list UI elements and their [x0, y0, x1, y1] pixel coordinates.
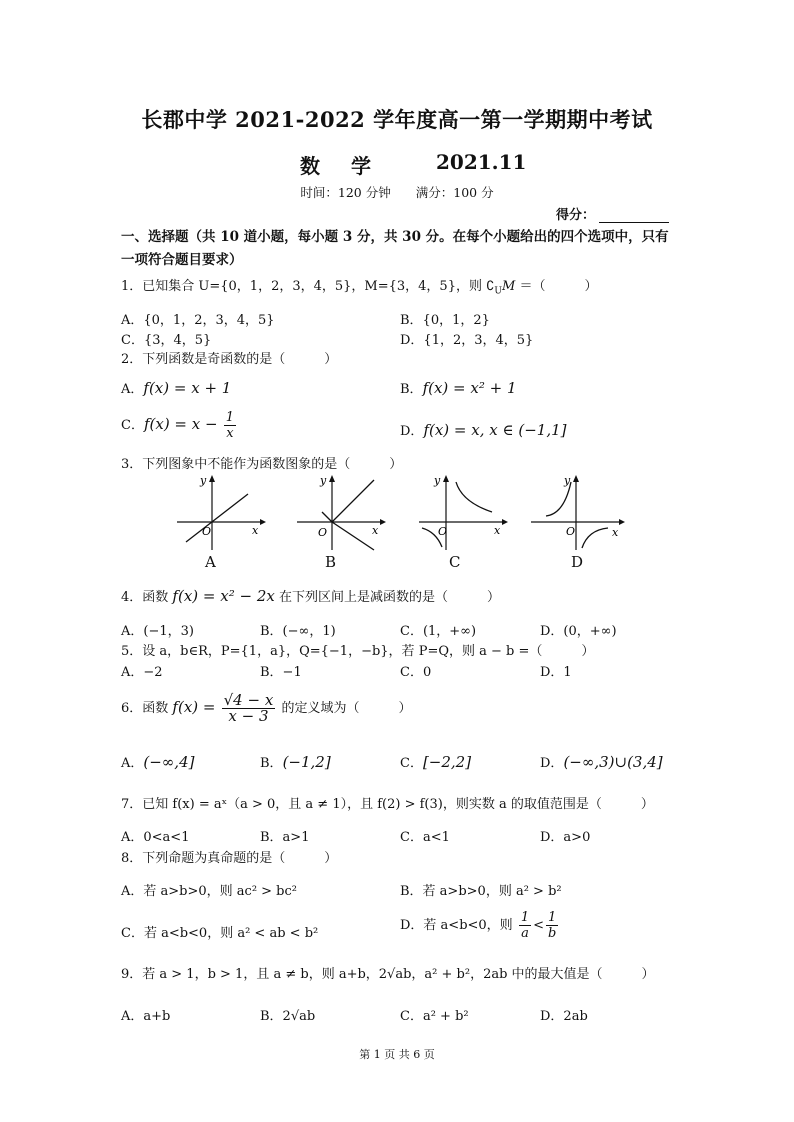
fraction-one-over-b: [546, 910, 558, 941]
complement-symbol: ∁: [486, 279, 495, 294]
q6-option-b-expr: (−1,2]: [282, 753, 331, 771]
less-than-symbol: <: [533, 918, 545, 933]
q6-option-b-label: B．: [260, 756, 283, 771]
q2-option-b-expr: f(x) = x² + 1: [422, 379, 517, 397]
graph-a-label: A: [205, 553, 216, 571]
question-6-stem-a: 6．函数: [121, 701, 169, 716]
q2-option-a-expr: f(x) = x + 1: [143, 379, 232, 397]
q9-option-b[interactable]: B．2√ab: [260, 1009, 316, 1024]
axis-x-label: x: [252, 524, 259, 537]
q2-option-c-fraction: [224, 410, 236, 441]
q7-option-d[interactable]: D．a>0: [540, 830, 591, 845]
axis-x-label: x: [494, 524, 501, 537]
fraction-numerator: 1: [548, 910, 557, 925]
q6-option-b[interactable]: [260, 752, 331, 771]
question-3-stem: 3．下列图象中不能作为函数图象的是（ ）: [121, 457, 403, 472]
q4-option-b[interactable]: B．(−∞，1): [260, 624, 336, 639]
fraction-numerator: 1: [225, 410, 234, 425]
score-field: [556, 204, 669, 223]
q2-option-c[interactable]: [121, 410, 238, 441]
question-7-stem: 7．已知 f(x) = aˣ（a > 0，且 a ≠ 1），且 f(2) > f(3)，则实数 a 的取值范围是（ ）: [121, 797, 654, 812]
complement-subscript: U: [494, 286, 502, 297]
origin-label: O: [438, 525, 448, 538]
graph-c-label: C: [449, 553, 461, 571]
q5-option-a[interactable]: A．−2: [121, 665, 163, 680]
exam-date: 2021.11: [436, 150, 527, 174]
origin-label: O: [318, 526, 328, 539]
q8-option-d-text: D．若 a<b<0，则: [400, 918, 513, 933]
axis-y-label: y: [320, 474, 327, 487]
graph-b[interactable]: [292, 472, 387, 552]
q6-option-c[interactable]: [400, 752, 471, 771]
q6-option-d-expr: (−∞,3)∪(3,4]: [563, 753, 663, 771]
question-6-stem-b: 的定义域为（ ）: [281, 701, 412, 716]
q9-option-a[interactable]: A．a+b: [121, 1009, 171, 1024]
fraction-numerator: 1: [520, 910, 530, 925]
q2-option-a-label: A．: [121, 382, 144, 397]
q7-option-b[interactable]: B．a>1: [260, 830, 310, 845]
axis-y-label: y: [434, 474, 441, 487]
question-9-stem: 9．若 a > 1，b > 1，且 a ≠ b，则 a+b，2√ab，a² + b²，2ab 中的最大值是（ ）: [121, 967, 655, 982]
question-4-stem-a: 4．函数: [121, 590, 169, 605]
q8-option-d[interactable]: [400, 910, 560, 941]
question-4: [121, 586, 500, 605]
question-6-fraction: [222, 693, 276, 724]
q2-option-a[interactable]: [121, 378, 231, 397]
q5-option-c[interactable]: C．0: [400, 665, 432, 680]
question-2-stem: 2．下列函数是奇函数的是（ ）: [121, 352, 338, 367]
origin-label: O: [566, 525, 576, 538]
q4-option-c[interactable]: C．(1，+∞): [400, 624, 477, 639]
q5-option-b[interactable]: B．−1: [260, 665, 302, 680]
axis-y-label: y: [564, 474, 571, 487]
q2-option-c-label: C．: [121, 418, 144, 433]
question-4-expr: f(x) = x² − 2x: [172, 587, 275, 605]
q8-option-b[interactable]: B．若 a>b>0，则 a² > b²: [400, 884, 562, 899]
q2-option-d-label: D．: [400, 424, 424, 439]
fraction-denominator: a: [521, 926, 529, 941]
fraction-denominator: b: [547, 926, 557, 941]
q9-option-d[interactable]: D．2ab: [540, 1009, 588, 1024]
q6-option-c-label: C．: [400, 756, 423, 771]
fraction-denominator: x − 3: [228, 707, 269, 725]
q6-option-a-expr: (−∞,4]: [143, 753, 195, 771]
q6-option-d[interactable]: [540, 752, 663, 771]
score-blank[interactable]: [599, 209, 669, 223]
fraction-one-over-a: [519, 910, 531, 941]
fraction-numerator: √4 − x: [223, 691, 274, 709]
graph-d-label: D: [571, 553, 584, 571]
q1-option-c[interactable]: C．{3，4，5}: [121, 333, 212, 348]
q4-option-a[interactable]: A．(−1，3): [121, 624, 194, 639]
q1-option-a[interactable]: A．{0，1，2，3，4，5}: [121, 313, 275, 328]
question-6-f: f(x) =: [172, 698, 216, 716]
q6-option-a[interactable]: [121, 752, 194, 771]
fraction-denominator: x: [226, 426, 234, 441]
q2-option-d[interactable]: [400, 420, 566, 439]
q2-option-b-label: B．: [400, 382, 423, 397]
q7-option-a[interactable]: A．0<a<1: [121, 830, 190, 845]
exam-title: 长郡中学 2021-2022 学年度高一第一学期期中考试: [141, 107, 653, 132]
question-1: [121, 275, 597, 297]
question-1-stem: 1．已知集合 U={0，1，2，3，4，5}，M={3，4，5}，则: [121, 279, 482, 294]
q2-option-b[interactable]: [400, 378, 517, 397]
q4-option-d[interactable]: D．(0，+∞): [540, 624, 617, 639]
q6-option-d-label: D．: [540, 756, 564, 771]
q7-option-c[interactable]: C．a<1: [400, 830, 450, 845]
set-m: M: [502, 279, 516, 294]
origin-label: O: [202, 525, 212, 538]
question-8-stem: 8．下列命题为真命题的是（ ）: [121, 851, 338, 866]
score-label: 得分：: [556, 208, 596, 223]
question-5-stem: 5．设 a，b∈R，P={1，a}，Q={−1，−b}，若 P=Q，则 a − b =（ ）: [121, 644, 595, 659]
page-footer: 第 1 页 共 6 页: [359, 1048, 435, 1061]
q9-option-c[interactable]: C．a² + b²: [400, 1009, 469, 1024]
graph-c[interactable]: [414, 472, 509, 552]
q1-option-b[interactable]: B．{0，1，2}: [400, 313, 490, 328]
q6-option-a-label: A．: [121, 756, 144, 771]
q8-option-a[interactable]: A．若 a>b>0，则 ac² > bc²: [121, 884, 297, 899]
graph-b-label: B: [325, 553, 337, 571]
question-6: [121, 693, 411, 724]
axis-x-label: x: [372, 524, 379, 537]
subject-title: 数 学: [300, 154, 383, 178]
graph-d[interactable]: [526, 472, 626, 552]
exam-info: 时间：120 分钟 满分：100 分: [300, 185, 494, 200]
q2-option-d-expr: f(x) = x, x ∈ (−1,1]: [423, 421, 567, 439]
graph-a[interactable]: [172, 472, 267, 552]
axis-y-label: y: [200, 474, 207, 487]
q2-option-c-expr: f(x) = x −: [143, 415, 218, 433]
q1-option-d[interactable]: D．{1，2，3，4，5}: [400, 333, 534, 348]
question-4-stem-b: 在下列区间上是减函数的是（ ）: [278, 590, 500, 605]
question-1-tail: ＝（ ）: [519, 279, 598, 294]
q5-option-d[interactable]: D．1: [540, 665, 572, 680]
q8-option-c[interactable]: C．若 a<b<0，则 a² < ab < b²: [121, 926, 319, 941]
q6-option-c-expr: [−2,2]: [422, 753, 472, 771]
axis-x-label: x: [612, 526, 619, 539]
section-heading: 一、选择题（共 10 道小题，每小题 3 分，共 30 分。在每个小题给出的四个选项中，只有一项符合题目要求）: [121, 229, 669, 268]
